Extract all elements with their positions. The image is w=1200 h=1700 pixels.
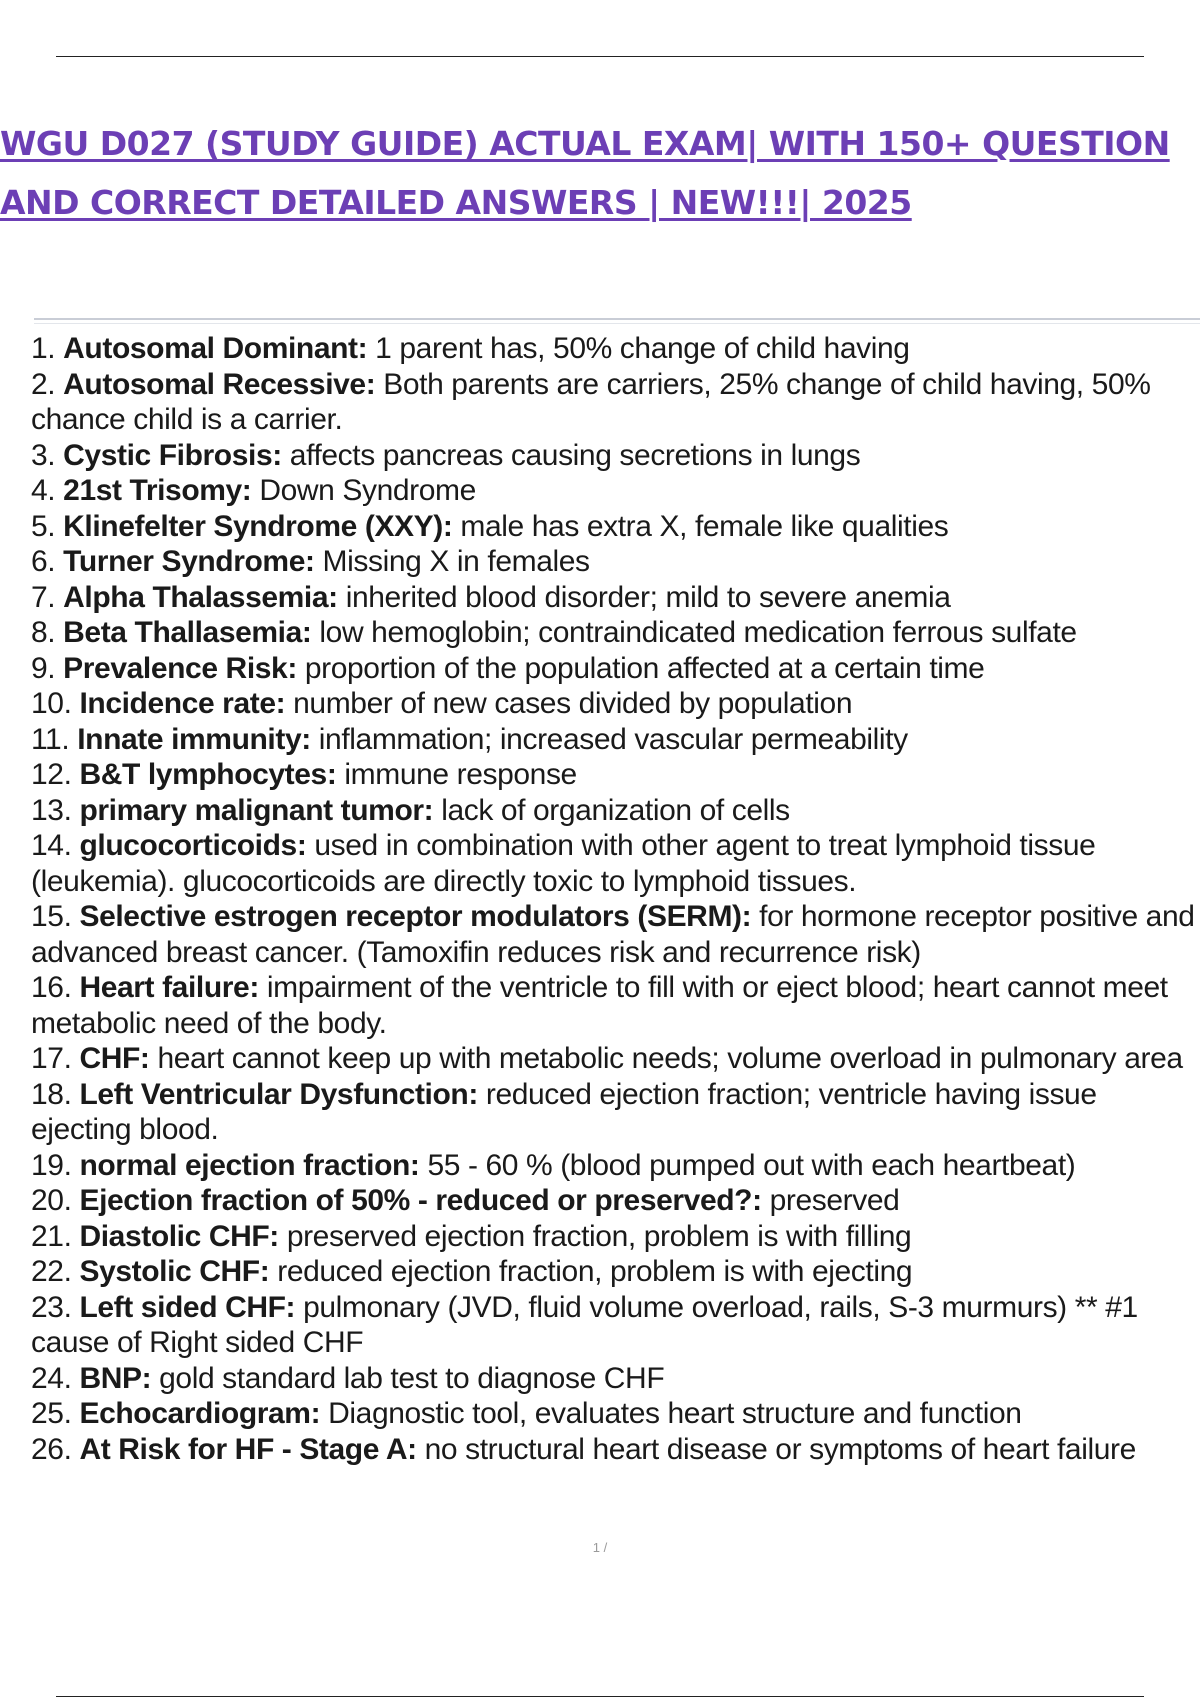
item-text: heart cannot keep up with metabolic needs; volume overload in pulmonary area <box>157 1042 1183 1075</box>
qa-list <box>31 331 1200 1467</box>
list-item <box>31 580 1200 616</box>
item-number: 22. <box>31 1255 72 1288</box>
list-item <box>31 899 1200 970</box>
item-text: preserved ejection fraction, problem is with filling <box>286 1219 912 1253</box>
item-term: primary malignant tumor: <box>79 793 434 827</box>
item-term: Cystic Fibrosis: <box>63 438 282 472</box>
list-item <box>31 1183 1200 1219</box>
page-title <box>0 114 1200 232</box>
item-number: 18. <box>31 1077 72 1111</box>
item-number: 1. <box>31 332 56 365</box>
item-number: 3. <box>31 438 56 472</box>
list-item <box>31 1077 1200 1148</box>
item-term: Heart failure: <box>79 971 259 1004</box>
item-text: Missing X in females <box>322 545 590 578</box>
item-term: Incidence rate: <box>79 687 286 720</box>
section-divider <box>34 318 1200 324</box>
item-term: BNP: <box>79 1361 152 1395</box>
item-text: male has extra X, female like qualities <box>460 509 949 543</box>
list-item <box>31 1041 1200 1077</box>
item-term: Selective estrogen receptor modulators (SERM): <box>79 900 752 933</box>
item-term: Systolic CHF: <box>79 1255 270 1288</box>
item-term: Innate immunity: <box>77 722 311 756</box>
list-item <box>31 1148 1200 1184</box>
list-item <box>31 686 1200 722</box>
item-number: 23. <box>31 1290 72 1324</box>
list-item <box>31 970 1200 1041</box>
item-text: Diagnostic tool, evaluates heart structure and function <box>328 1397 1022 1430</box>
item-number: 10. <box>31 687 72 720</box>
item-number: 17. <box>31 1042 72 1075</box>
item-term: Diastolic CHF: <box>79 1219 279 1253</box>
list-item <box>31 367 1200 438</box>
item-term: Prevalence Risk: <box>63 651 297 685</box>
item-term: B&T lymphocytes: <box>79 758 337 791</box>
list-item <box>31 615 1200 651</box>
footer-rule <box>56 1696 1144 1697</box>
item-number: 13. <box>31 793 72 827</box>
item-text: 55 - 60 % (blood pumped out with each heartbeat) <box>427 1148 1076 1182</box>
item-term: Alpha Thalassemia: <box>63 580 338 614</box>
list-item <box>31 1396 1200 1432</box>
item-number: 4. <box>31 474 56 507</box>
item-text: inherited blood disorder; mild to severe anemia <box>345 580 951 614</box>
item-text: pulmonary (JVD, fluid volume overload, rails, S-3 murmurs) ** #1 cause of Right sided CHF <box>31 1290 1138 1359</box>
item-text: no structural heart disease or symptoms of heart failure <box>424 1432 1136 1466</box>
item-number: 5. <box>31 509 56 543</box>
list-item <box>31 1254 1200 1290</box>
item-number: 8. <box>31 616 56 649</box>
item-text: immune response <box>344 758 577 791</box>
item-text: Both parents are carriers, 25% change of child having, 50% chance child is a carrier. <box>31 367 1151 436</box>
item-number: 21. <box>31 1219 72 1253</box>
item-text: for hormone receptor positive and advanced breast cancer. (Tamoxifin reduces risk and recurrence risk) <box>31 900 1195 969</box>
list-item <box>31 651 1200 687</box>
item-term: Echocardiogram: <box>79 1397 321 1430</box>
item-term: 21st Trisomy: <box>63 474 252 507</box>
list-item <box>31 1219 1200 1255</box>
item-text: affects pancreas causing secretions in lungs <box>289 438 861 472</box>
item-text: low hemoglobin; contraindicated medication ferrous sulfate <box>319 616 1077 649</box>
item-text: reduced ejection fraction; ventricle having issue ejecting blood. <box>31 1077 1097 1146</box>
item-term: normal ejection fraction: <box>79 1148 420 1182</box>
item-text: number of new cases divided by population <box>293 687 853 720</box>
item-number: 19. <box>31 1148 72 1182</box>
list-item <box>31 1290 1200 1361</box>
list-item <box>31 331 1200 367</box>
item-number: 15. <box>31 900 72 933</box>
list-item <box>31 473 1200 509</box>
item-term: At Risk for HF - Stage A: <box>79 1432 417 1466</box>
item-text: preserved <box>769 1184 900 1217</box>
page-title-text: WGU D027 (STUDY GUIDE) ACTUAL EXAM| WITH 150+ QUESTION AND CORRECT DETAILED ANSWERS | NEW!!!| 2025 <box>0 124 1170 222</box>
item-number: 9. <box>31 651 56 685</box>
list-item <box>31 544 1200 580</box>
list-item <box>31 722 1200 758</box>
item-text: gold standard lab test to diagnose CHF <box>159 1361 665 1395</box>
item-term: Autosomal Recessive: <box>63 367 376 401</box>
list-item <box>31 828 1200 899</box>
item-text: reduced ejection fraction, problem is with ejecting <box>277 1255 913 1288</box>
item-term: Autosomal Dominant: <box>63 332 368 365</box>
item-text: used in combination with other agent to treat lymphoid tissue (leukemia). glucocorticoids are directly toxic to lymphoid tissues. <box>31 829 1096 898</box>
item-term: glucocorticoids: <box>79 829 307 862</box>
item-number: 20. <box>31 1184 72 1217</box>
item-term: Klinefelter Syndrome (XXY): <box>63 509 453 543</box>
item-term: Turner Syndrome: <box>63 545 315 578</box>
item-text: inflammation; increased vascular permeability <box>318 722 908 756</box>
item-number: 2. <box>31 367 56 401</box>
header-rule <box>56 56 1144 57</box>
item-term: Left sided CHF: <box>79 1290 296 1324</box>
list-item <box>31 793 1200 829</box>
page-number: 1 / <box>592 1540 608 1555</box>
list-item <box>31 1361 1200 1397</box>
item-text: impairment of the ventricle to fill with or eject blood; heart cannot meet metabolic need of the body. <box>31 971 1168 1040</box>
item-number: 24. <box>31 1361 72 1395</box>
list-item <box>31 509 1200 545</box>
item-text: 1 parent has, 50% change of child having <box>375 332 910 365</box>
item-term: Left Ventricular Dysfunction: <box>79 1077 478 1111</box>
item-number: 14. <box>31 829 72 862</box>
item-term: Beta Thallasemia: <box>63 616 312 649</box>
item-number: 11. <box>31 722 70 756</box>
item-number: 12. <box>31 758 72 791</box>
list-item <box>31 438 1200 474</box>
item-text: lack of organization of cells <box>441 793 790 827</box>
item-number: 6. <box>31 545 56 578</box>
item-term: Ejection fraction of 50% - reduced or preserved?: <box>79 1184 762 1217</box>
item-text: proportion of the population affected at a certain time <box>304 651 985 685</box>
item-term: CHF: <box>79 1042 150 1075</box>
item-number: 26. <box>31 1432 72 1466</box>
item-number: 16. <box>31 971 72 1004</box>
item-number: 25. <box>31 1397 72 1430</box>
item-text: Down Syndrome <box>259 474 476 507</box>
list-item <box>31 757 1200 793</box>
list-item <box>31 1432 1200 1468</box>
item-number: 7. <box>31 580 56 614</box>
